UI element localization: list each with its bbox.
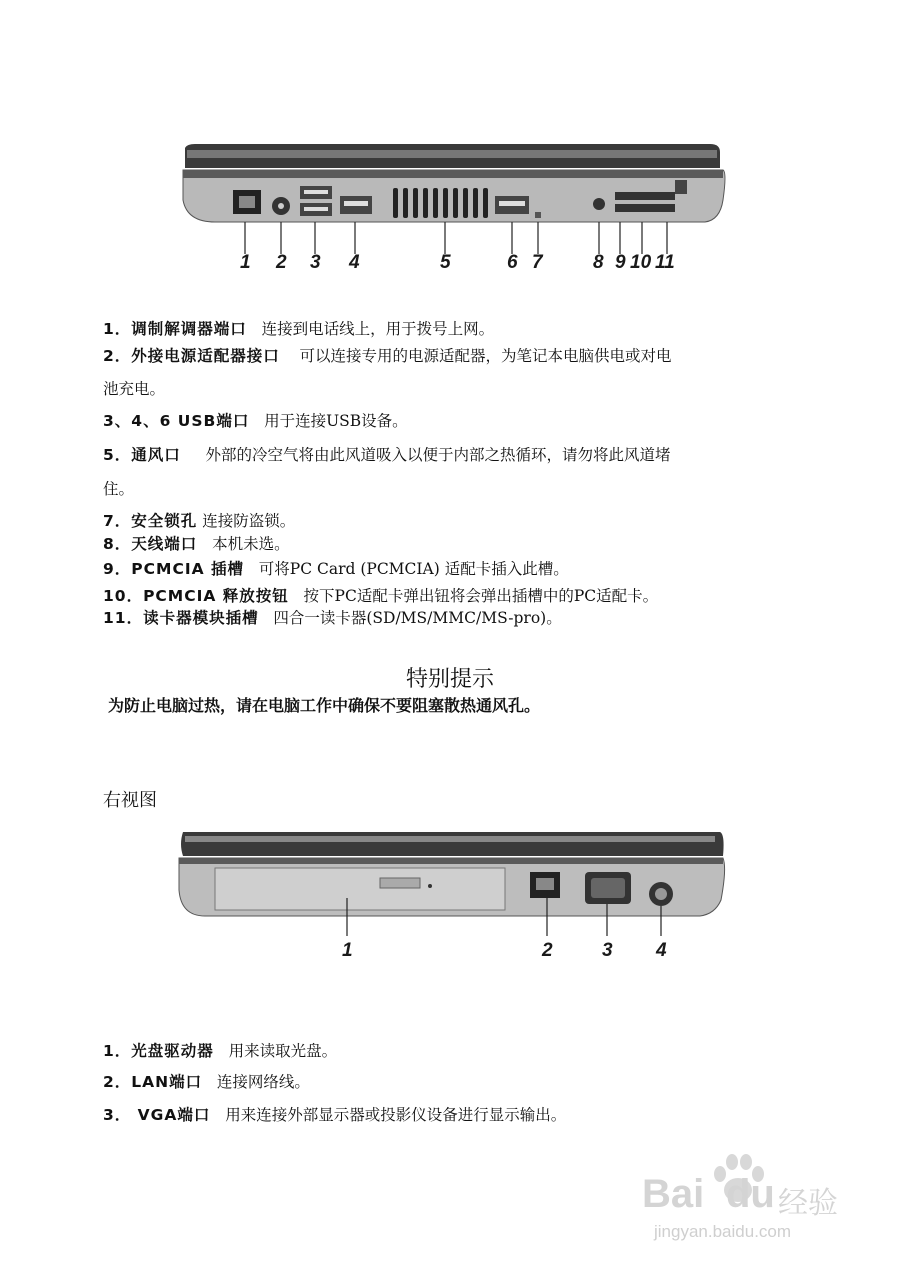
callout-8: 8 [593, 252, 604, 273]
watermark [640, 1150, 860, 1250]
item-label: 1．光盘驱动器 [103, 1042, 214, 1060]
list-item [103, 510, 295, 532]
watermark-brand: Bai [642, 1172, 705, 1216]
callout-5: 5 [440, 252, 451, 273]
item-label: 9．PCMCIA 插槽 [103, 560, 244, 578]
section-title-right-view: 右视图 [103, 790, 157, 811]
callout-3: 3 [310, 252, 321, 273]
list-item [103, 607, 562, 629]
watermark-brand-cn: 经验 [778, 1186, 838, 1221]
list-item [103, 1104, 566, 1126]
callout-2: 2 [276, 252, 287, 273]
callout-7: 7 [532, 252, 543, 273]
item-desc: 可以连接专用的电源适配器，为笔记本电脑供电或对电 [299, 347, 672, 365]
item-desc: 外部的冷空气将由此风道吸入以便于内部之热循环，请勿将此风道堵 [205, 446, 671, 464]
item-label: 8．天线端口 [103, 535, 198, 553]
callout-10: 10 [630, 252, 652, 273]
notice-text: 为防止电脑过热，请在电脑工作中确保不要阻塞散热通风孔。 [108, 696, 541, 715]
callout-9: 9 [615, 252, 626, 273]
item-label: 1．调制解调器端口 [103, 320, 247, 338]
callout-11: 11 [655, 252, 675, 273]
watermark-url: jingyan.baidu.com [654, 1222, 792, 1241]
right-callout-3: 3 [602, 940, 613, 961]
item-desc: 用于连接USB设备。 [264, 412, 408, 430]
item-desc: 按下PC适配卡弹出钮将会弹出插槽中的PC适配卡。 [303, 587, 659, 605]
list-item [103, 410, 408, 432]
item-desc: 用来读取光盘。 [228, 1042, 338, 1060]
item-label: 2．LAN端口 [103, 1073, 203, 1091]
watermark-brand-2: du [726, 1172, 775, 1216]
item-desc: 连接网络线。 [216, 1073, 310, 1091]
item-desc: 可将PC Card (PCMCIA) 适配卡插入此槽。 [258, 560, 569, 578]
left-side-view-figure [175, 140, 730, 280]
right-side-view-figure [175, 828, 730, 968]
item-label: 5．通风口 [103, 446, 181, 464]
item-desc: 本机未选。 [212, 535, 290, 553]
item-label: 3． VGA端口 [103, 1106, 211, 1124]
list-item [103, 1071, 310, 1093]
right-callout-4: 4 [656, 940, 667, 961]
item-continuation: 住。 [103, 480, 135, 498]
notice-heading: 特别提示 [405, 667, 494, 692]
item-label: 11．读卡器模块插槽 [103, 609, 259, 627]
list-item [103, 318, 494, 340]
list-item [103, 558, 569, 580]
item-desc: 四合一读卡器(SD/MS/MMC/MS-pro)。 [273, 609, 562, 627]
right-callout-1: 1 [342, 940, 353, 961]
item-label: 3、4、6 USB端口 [103, 412, 250, 430]
item-desc: 连接到电话线上，用于拨号上网。 [261, 320, 495, 338]
item-desc: 连接防盗锁。 [202, 512, 296, 530]
laptop-right-side-image [175, 828, 730, 968]
callout-6: 6 [507, 252, 518, 273]
callout-4: 4 [349, 252, 360, 273]
list-item [103, 533, 290, 555]
item-label: 2．外接电源适配器接口 [103, 347, 280, 365]
item-label: 7．安全锁孔 [103, 512, 198, 530]
list-item [103, 345, 672, 367]
list-item [103, 1040, 337, 1062]
right-callout-2: 2 [542, 940, 553, 961]
item-continuation: 池充电。 [103, 380, 166, 398]
item-desc: 用来连接外部显示器或投影仪设备进行显示输出。 [225, 1106, 567, 1124]
callout-1: 1 [240, 252, 251, 273]
item-label: 10．PCMCIA 释放按钮 [103, 587, 289, 605]
list-item [103, 585, 658, 607]
list-item [103, 444, 670, 466]
